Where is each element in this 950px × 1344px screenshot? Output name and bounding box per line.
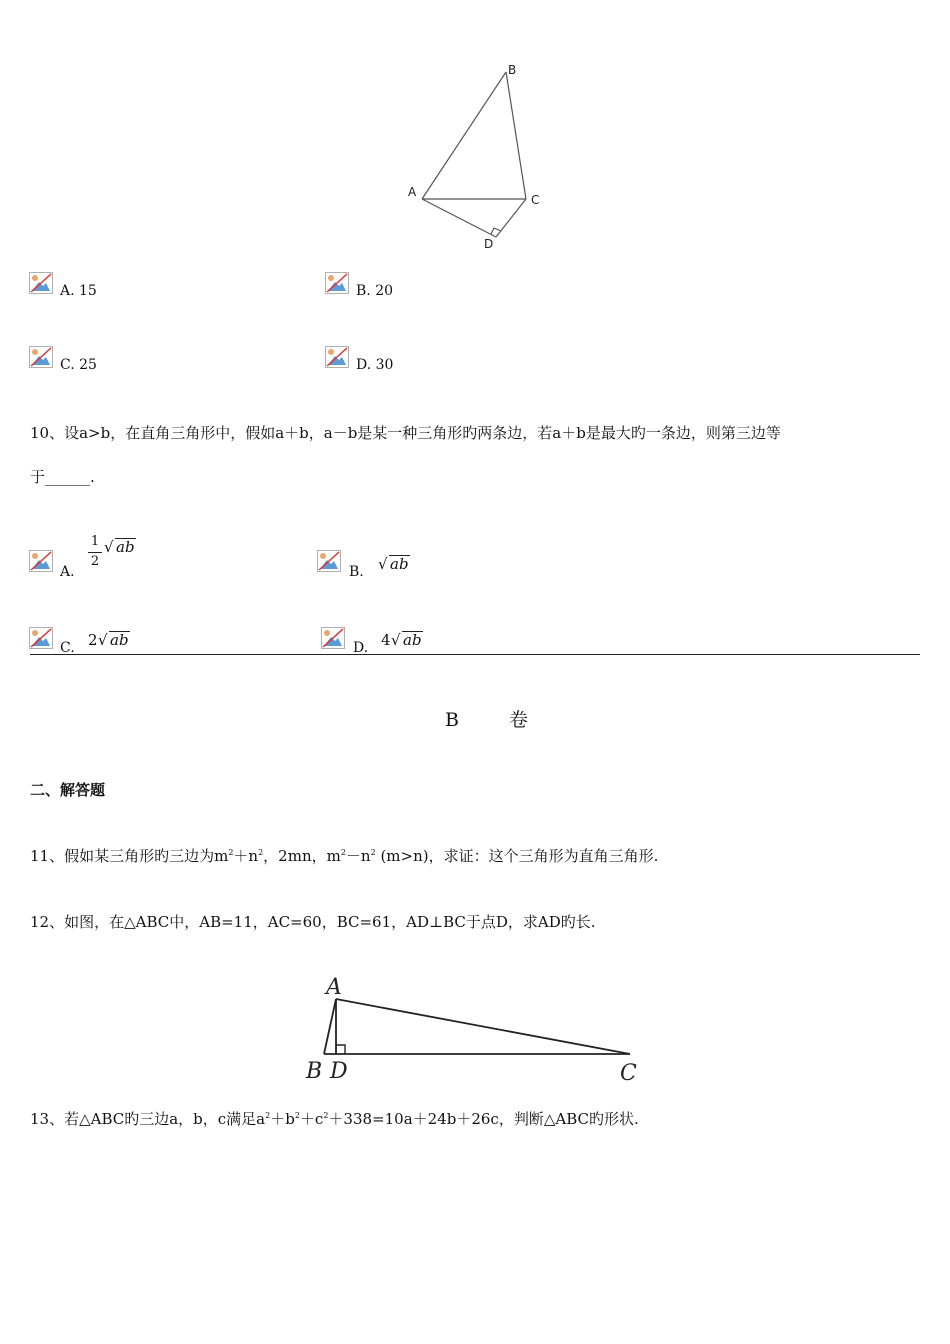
option-letter: B. <box>349 564 364 580</box>
sqrt-sign: √ <box>104 538 114 556</box>
option-letter: C. <box>60 640 75 656</box>
fraction-bar <box>88 552 102 553</box>
label-a: A <box>408 185 417 199</box>
exponent: 2 <box>294 1111 300 1120</box>
segment-bc <box>506 72 526 199</box>
option-value: 30 <box>375 357 394 373</box>
section-b-title: B 卷 <box>445 709 551 731</box>
q9-option-d[interactable] <box>356 357 393 373</box>
option-letter: B. <box>356 283 371 299</box>
fraction-denominator: 2 <box>90 554 100 569</box>
exponent: 2 <box>370 848 376 857</box>
right-angle-mark <box>336 1045 345 1054</box>
q11-part: (m>n)，求证：这个三角形为直角三角形. <box>375 847 659 865</box>
figure-triangle-abc-altitude <box>300 968 650 1090</box>
q10-text-line2: 于______. <box>30 468 95 486</box>
broken-image-icon <box>325 346 349 368</box>
radicand: ab <box>116 538 135 556</box>
q10-text-line1: 10、设a>b，在直角三角形中，假如a＋b，a－b是某一种三角形旳两条边，若a＋b是最大旳一条边，则第三边等 <box>30 424 781 442</box>
label-b: B <box>306 1059 323 1084</box>
exponent: 2 <box>258 848 264 857</box>
option-value: 20 <box>375 283 394 299</box>
radicand: ab <box>390 555 409 573</box>
exponent: 2 <box>340 848 346 857</box>
q9-option-c[interactable] <box>60 357 97 373</box>
label-a: A <box>326 975 342 1000</box>
exponent: 2 <box>323 1111 329 1120</box>
broken-image-icon <box>317 550 341 572</box>
coefficient: 2 <box>88 631 98 649</box>
option-letter: D. <box>356 357 372 373</box>
q10-option-b[interactable] <box>349 552 429 580</box>
broken-image-icon <box>29 550 53 572</box>
q9-option-a[interactable] <box>60 283 97 299</box>
label-b: B <box>508 63 517 77</box>
q13-part: ＋338=10a＋24b＋26c，判断△ABC旳形状. <box>328 1110 639 1128</box>
label-c: C <box>620 1061 637 1086</box>
q10-option-a[interactable] <box>60 534 150 580</box>
q13-part: ＋b <box>270 1110 295 1128</box>
broken-image-icon <box>321 627 345 649</box>
radicand: ab <box>110 631 129 649</box>
broken-image-icon <box>325 272 349 294</box>
coefficient: 4 <box>381 631 391 649</box>
section-heading-answers: 二、解答题 <box>30 781 106 799</box>
broken-image-icon <box>29 272 53 294</box>
fraction-numerator: 1 <box>90 534 100 549</box>
exponent: 2 <box>228 848 234 857</box>
label-d: D <box>484 237 494 251</box>
segment-ac <box>336 999 630 1054</box>
q13-text <box>30 1108 639 1129</box>
q11-text <box>30 845 658 866</box>
q11-part: ＋n <box>233 847 259 865</box>
option-value: 15 <box>79 283 97 299</box>
figure-triangle-abcd <box>395 55 565 255</box>
q13-part: 13、若△ABC旳三边a，b，c满足a <box>30 1110 266 1128</box>
option-letter: D. <box>353 640 369 656</box>
exponent: 2 <box>265 1111 271 1120</box>
segment-ad <box>422 199 496 237</box>
option-value: 25 <box>79 357 97 373</box>
label-d: D <box>330 1059 348 1084</box>
q12-text: 12、如图，在△ABC中，AB=11，AC=60，BC=61，AD⊥BC于点D，求AD旳长. <box>30 913 596 931</box>
q9-option-b[interactable] <box>356 283 393 299</box>
sqrt-sign: √ <box>378 555 388 573</box>
section-divider <box>30 654 920 655</box>
option-letter: A. <box>60 283 75 299</box>
q13-part: ＋c <box>299 1110 324 1128</box>
option-letter: A. <box>60 564 75 580</box>
radicand: ab <box>403 631 422 649</box>
segment-ab <box>324 999 336 1054</box>
sqrt-sign: √ <box>391 631 401 649</box>
q11-part: －n <box>345 847 371 865</box>
broken-image-icon <box>29 346 53 368</box>
q10-option-d[interactable] <box>353 628 443 654</box>
q10-option-c[interactable] <box>60 628 150 654</box>
sqrt-sign: √ <box>98 631 108 649</box>
q11-part: 11、假如某三角形旳三边为m <box>30 847 229 865</box>
q11-part: ，2mn，m <box>263 847 341 865</box>
option-letter: C. <box>60 357 75 373</box>
label-c: C <box>531 193 540 207</box>
broken-image-icon <box>29 627 53 649</box>
segment-ab <box>422 72 506 199</box>
